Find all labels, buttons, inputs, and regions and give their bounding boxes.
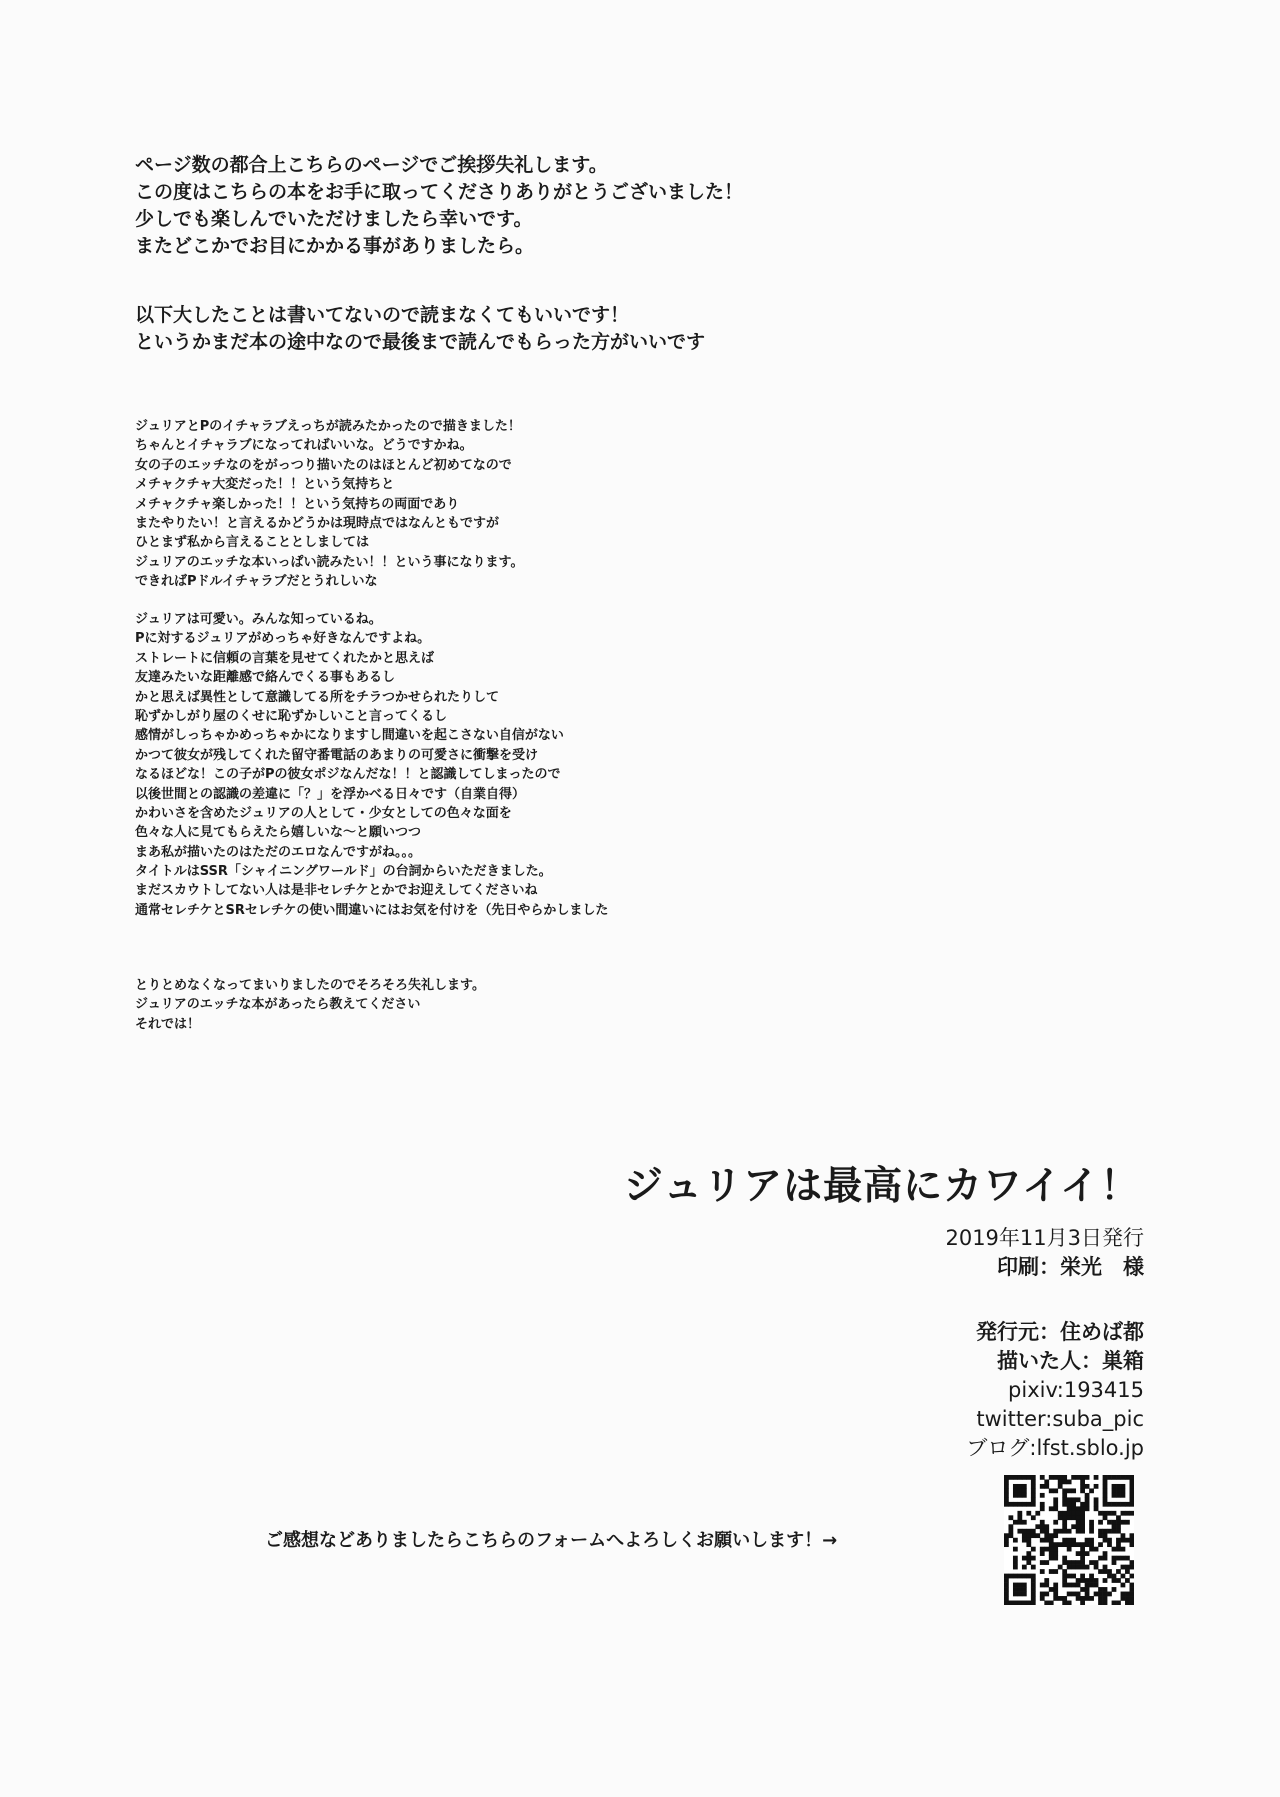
- text-line: まあ私が描いたのはただのエロなんですがね。。。: [135, 844, 422, 860]
- text-line: 友達みたいな距離感で絡んでくる事もあるし: [135, 670, 396, 686]
- text-line: ひとまず私から言えることとしましては: [135, 535, 370, 551]
- qr-code-icon[interactable]: [1004, 1475, 1134, 1605]
- twitter-handle: twitter:suba_pic: [976, 1407, 1144, 1431]
- text-line: かつて彼女が残してくれた留守番電話のあまりの可愛さに衝撃を受け: [135, 747, 539, 763]
- text-line: というかまだ本の途中なので最後まで読んでもらった方がいいです: [135, 331, 706, 353]
- text-line: できればPドルイチャラブだとうれしいな: [135, 574, 378, 590]
- text-line: ジュリアのエッチな本いっぱい読みたい！！という事になります。: [135, 554, 524, 570]
- text-line: メチャクチャ楽しかった！！という気持ちの両面であり: [135, 496, 460, 512]
- book-title: ジュリアは最高にカワイイ！: [623, 1164, 1140, 1209]
- text-line: ジュリアとPのイチャラブえっちが読みたかったので描きました！: [135, 419, 521, 434]
- greeting-paragraph: [135, 152, 743, 260]
- artist-credit: 描いた人：巣箱: [997, 1349, 1144, 1373]
- text-line: ページ数の都合上こちらのページでご挨拶失礼します。: [135, 154, 608, 176]
- text-line: とりとめなくなってまいりましたのでそろそろ失礼します。: [135, 978, 485, 993]
- text-line: この度はこちらの本をお手に取ってくださりありがとうございました！: [135, 181, 744, 203]
- text-line: 以下大したことは書いてないので読まなくてもいいです！: [135, 304, 630, 326]
- text-line: ジュリアは可愛い。みんな知っているね。: [135, 612, 382, 627]
- pixiv-id: pixiv:193415: [1008, 1378, 1144, 1402]
- thoughts-paragraph: [135, 417, 523, 592]
- text-line: ストレートに信頼の言葉を見せてくれたかと思えば: [135, 650, 435, 666]
- text-line: なるほどな！この子がPの彼女ポジなんだな！！と認識してしまったので: [135, 767, 561, 783]
- text-line: 感情がしっちゃかめっちゃかになりますし間違いを起こさない自信がない: [135, 728, 564, 744]
- text-line: かわいさを含めたジュリアの人として・少女としての色々な面を: [135, 806, 512, 822]
- closing-paragraph: [135, 976, 485, 1034]
- text-line: かと思えば異性として意識してる所をチラつかせられたりして: [135, 689, 500, 705]
- text-line: 恥ずかしがり屋のくせに恥ずかしいこと言ってくるし: [135, 709, 448, 725]
- text-line: ちゃんとイチャラブになってればいいな。どうですかね。: [135, 438, 473, 454]
- text-line: メチャクチャ大変だった！！という気持ちと: [135, 477, 395, 493]
- text-line: 少しでも楽しんでいただけましたら幸いです。: [135, 208, 533, 230]
- text-line: またどこかでお目にかかる事がありましたら。: [135, 235, 535, 257]
- issue-date: 2019年11月3日発行: [945, 1226, 1144, 1250]
- publisher-credit: 発行元：住めば都: [976, 1320, 1144, 1344]
- text-line: タイトルはSSR「シャイニングワールド」の台詞からいただきました。: [135, 864, 552, 879]
- text-line: 色々な人に見てもらえたら嬉しいな〜と願いつつ: [135, 825, 422, 841]
- title-note-paragraph: [135, 862, 608, 920]
- feedback-prompt: ご感想などありましたらこちらのフォームへよろしくお願いします！→: [265, 1530, 838, 1551]
- text-line: ジュリアのエッチな本があったら教えてください: [135, 997, 421, 1013]
- blog-url: ブログ:lfst.sblo.jp: [966, 1436, 1144, 1460]
- text-line: まだスカウトしてない人は是非セレチケとかでお迎えしてくださいね: [135, 883, 538, 899]
- text-line: Pに対するジュリアがめっちゃ好きなんですよね。: [135, 631, 431, 647]
- skip-note-paragraph: [135, 302, 705, 356]
- colophon-credits: [966, 1318, 1144, 1463]
- text-line: 以後世間との認識の差違に「？」を浮かべる日々です（自業自得）: [135, 786, 526, 802]
- julia-paragraph: [135, 610, 564, 862]
- text-line: 女の子のエッチなのをがっつり描いたのはほとんど初めてなので: [135, 457, 512, 473]
- text-line: またやりたい！と言えるかどうかは現時点ではなんともですが: [135, 516, 500, 532]
- text-line: それでは！: [135, 1016, 201, 1032]
- printer-credit: 印刷：栄光 様: [997, 1255, 1144, 1279]
- colophon-issue: [945, 1224, 1144, 1282]
- text-line: 通常セレチケとSRセレチケの使い間違いにはお気を付けを（先日やらかしました: [135, 902, 609, 918]
